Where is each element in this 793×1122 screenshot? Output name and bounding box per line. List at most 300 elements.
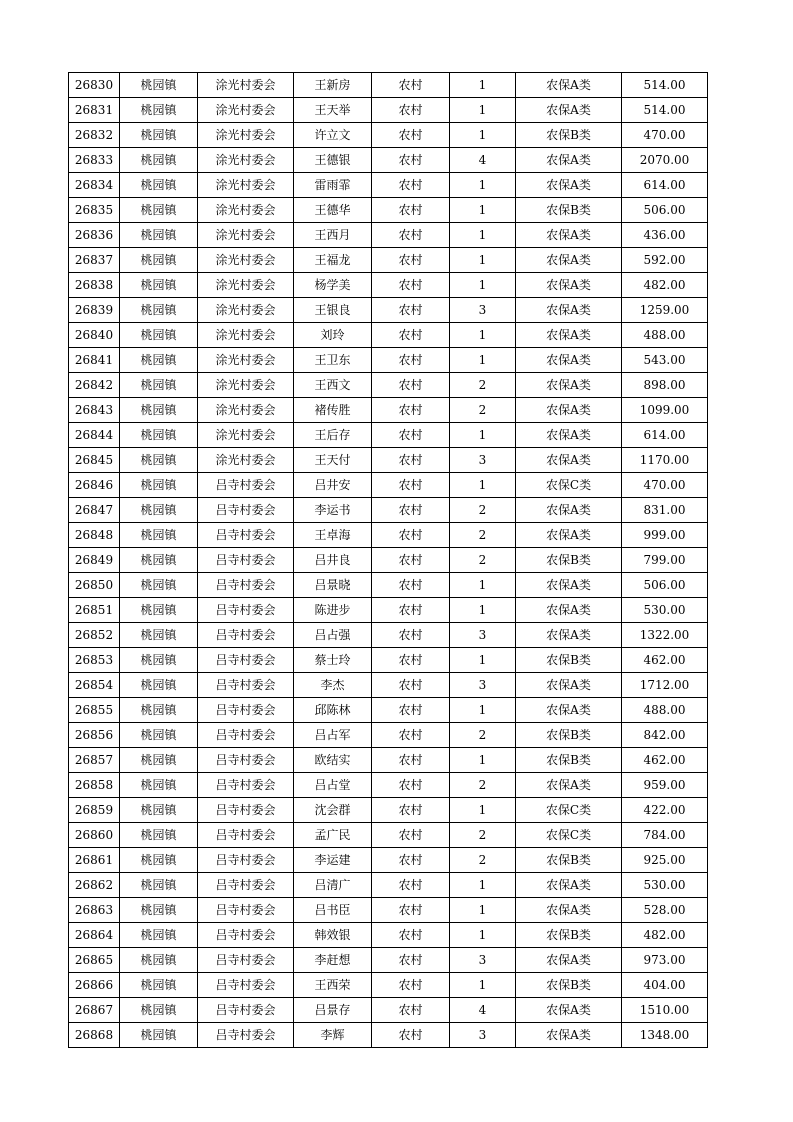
village-committee-cell: 吕寺村委会 <box>198 573 294 598</box>
amount-cell: 973.00 <box>622 948 708 973</box>
town-cell: 桃园镇 <box>120 448 198 473</box>
table-row <box>69 548 708 573</box>
household-count-cell: 2 <box>450 773 516 798</box>
village-committee-cell: 涂光村委会 <box>198 148 294 173</box>
household-count-cell: 1 <box>450 123 516 148</box>
household-count-cell: 2 <box>450 523 516 548</box>
household-count-cell: 1 <box>450 98 516 123</box>
area-type-cell: 农村 <box>372 648 450 673</box>
household-count-cell: 1 <box>450 73 516 98</box>
village-committee-cell: 涂光村委会 <box>198 273 294 298</box>
row-id-cell: 26866 <box>69 973 120 998</box>
area-type-cell: 农村 <box>372 923 450 948</box>
insurance-category-cell: 农保B类 <box>516 648 622 673</box>
name-cell: 王德华 <box>294 198 372 223</box>
village-committee-cell: 涂光村委会 <box>198 173 294 198</box>
household-count-cell: 1 <box>450 698 516 723</box>
row-id-cell: 26862 <box>69 873 120 898</box>
row-id-cell: 26834 <box>69 173 120 198</box>
table-row <box>69 773 708 798</box>
insurance-category-cell: 农保A类 <box>516 223 622 248</box>
village-committee-cell: 涂光村委会 <box>198 123 294 148</box>
household-count-cell: 2 <box>450 398 516 423</box>
town-cell: 桃园镇 <box>120 573 198 598</box>
row-id-cell: 26838 <box>69 273 120 298</box>
household-count-cell: 1 <box>450 798 516 823</box>
table-row <box>69 348 708 373</box>
amount-cell: 999.00 <box>622 523 708 548</box>
town-cell: 桃园镇 <box>120 598 198 623</box>
table-row <box>69 173 708 198</box>
area-type-cell: 农村 <box>372 73 450 98</box>
area-type-cell: 农村 <box>372 673 450 698</box>
amount-cell: 784.00 <box>622 823 708 848</box>
row-id-cell: 26850 <box>69 573 120 598</box>
household-count-cell: 1 <box>450 173 516 198</box>
amount-cell: 1099.00 <box>622 398 708 423</box>
table-row <box>69 573 708 598</box>
amount-cell: 1348.00 <box>622 1023 708 1048</box>
amount-cell: 614.00 <box>622 173 708 198</box>
household-count-cell: 2 <box>450 848 516 873</box>
name-cell: 陈进步 <box>294 598 372 623</box>
amount-cell: 482.00 <box>622 923 708 948</box>
row-id-cell: 26851 <box>69 598 120 623</box>
household-count-cell: 1 <box>450 323 516 348</box>
area-type-cell: 农村 <box>372 173 450 198</box>
name-cell: 李运书 <box>294 498 372 523</box>
area-type-cell: 农村 <box>372 798 450 823</box>
name-cell: 吕井安 <box>294 473 372 498</box>
town-cell: 桃园镇 <box>120 498 198 523</box>
table-row <box>69 798 708 823</box>
name-cell: 刘玲 <box>294 323 372 348</box>
table-row <box>69 148 708 173</box>
town-cell: 桃园镇 <box>120 523 198 548</box>
household-count-cell: 1 <box>450 273 516 298</box>
village-committee-cell: 吕寺村委会 <box>198 698 294 723</box>
insurance-category-cell: 农保C类 <box>516 798 622 823</box>
table-row <box>69 848 708 873</box>
household-count-cell: 4 <box>450 148 516 173</box>
insurance-category-cell: 农保B类 <box>516 198 622 223</box>
amount-cell: 470.00 <box>622 123 708 148</box>
town-cell: 桃园镇 <box>120 923 198 948</box>
amount-cell: 470.00 <box>622 473 708 498</box>
area-type-cell: 农村 <box>372 448 450 473</box>
name-cell: 邱陈林 <box>294 698 372 723</box>
name-cell: 吕占强 <box>294 623 372 648</box>
amount-cell: 530.00 <box>622 873 708 898</box>
amount-cell: 436.00 <box>622 223 708 248</box>
village-committee-cell: 吕寺村委会 <box>198 473 294 498</box>
row-id-cell: 26860 <box>69 823 120 848</box>
household-count-cell: 3 <box>450 948 516 973</box>
insurance-category-cell: 农保B类 <box>516 548 622 573</box>
village-committee-cell: 涂光村委会 <box>198 98 294 123</box>
row-id-cell: 26830 <box>69 73 120 98</box>
area-type-cell: 农村 <box>372 398 450 423</box>
name-cell: 王西文 <box>294 373 372 398</box>
insurance-category-cell: 农保A类 <box>516 398 622 423</box>
village-committee-cell: 吕寺村委会 <box>198 998 294 1023</box>
village-committee-cell: 涂光村委会 <box>198 398 294 423</box>
amount-cell: 404.00 <box>622 973 708 998</box>
area-type-cell: 农村 <box>372 298 450 323</box>
area-type-cell: 农村 <box>372 323 450 348</box>
town-cell: 桃园镇 <box>120 873 198 898</box>
area-type-cell: 农村 <box>372 1023 450 1048</box>
area-type-cell: 农村 <box>372 498 450 523</box>
household-count-cell: 1 <box>450 598 516 623</box>
table-row <box>69 273 708 298</box>
insurance-category-cell: 农保A类 <box>516 348 622 373</box>
insurance-category-cell: 农保A类 <box>516 323 622 348</box>
table-row <box>69 623 708 648</box>
table-row <box>69 73 708 98</box>
village-committee-cell: 涂光村委会 <box>198 248 294 273</box>
area-type-cell: 农村 <box>372 473 450 498</box>
name-cell: 蔡士玲 <box>294 648 372 673</box>
row-id-cell: 26839 <box>69 298 120 323</box>
town-cell: 桃园镇 <box>120 798 198 823</box>
name-cell: 孟广民 <box>294 823 372 848</box>
town-cell: 桃园镇 <box>120 548 198 573</box>
row-id-cell: 26848 <box>69 523 120 548</box>
amount-cell: 1170.00 <box>622 448 708 473</box>
area-type-cell: 农村 <box>372 598 450 623</box>
name-cell: 王银良 <box>294 298 372 323</box>
village-committee-cell: 涂光村委会 <box>198 298 294 323</box>
amount-cell: 799.00 <box>622 548 708 573</box>
town-cell: 桃园镇 <box>120 898 198 923</box>
table-row <box>69 198 708 223</box>
town-cell: 桃园镇 <box>120 648 198 673</box>
row-id-cell: 26841 <box>69 348 120 373</box>
insurance-category-cell: 农保A类 <box>516 673 622 698</box>
table-row <box>69 298 708 323</box>
insurance-category-cell: 农保A类 <box>516 248 622 273</box>
amount-cell: 462.00 <box>622 748 708 773</box>
amount-cell: 1510.00 <box>622 998 708 1023</box>
name-cell: 雷雨霏 <box>294 173 372 198</box>
table-row <box>69 473 708 498</box>
name-cell: 吕清广 <box>294 873 372 898</box>
row-id-cell: 26855 <box>69 698 120 723</box>
table-row <box>69 998 708 1023</box>
insurance-category-cell: 农保A类 <box>516 448 622 473</box>
insurance-category-cell: 农保A类 <box>516 698 622 723</box>
insurance-category-cell: 农保B类 <box>516 973 622 998</box>
insurance-category-cell: 农保A类 <box>516 498 622 523</box>
household-count-cell: 1 <box>450 873 516 898</box>
town-cell: 桃园镇 <box>120 423 198 448</box>
village-committee-cell: 吕寺村委会 <box>198 748 294 773</box>
village-committee-cell: 吕寺村委会 <box>198 898 294 923</box>
amount-cell: 422.00 <box>622 798 708 823</box>
area-type-cell: 农村 <box>372 948 450 973</box>
village-committee-cell: 吕寺村委会 <box>198 498 294 523</box>
insurance-category-cell: 农保A类 <box>516 998 622 1023</box>
amount-cell: 1712.00 <box>622 673 708 698</box>
name-cell: 王天付 <box>294 448 372 473</box>
name-cell: 吕占军 <box>294 723 372 748</box>
town-cell: 桃园镇 <box>120 248 198 273</box>
amount-cell: 488.00 <box>622 323 708 348</box>
row-id-cell: 26833 <box>69 148 120 173</box>
insurance-category-cell: 农保A类 <box>516 873 622 898</box>
village-committee-cell: 涂光村委会 <box>198 73 294 98</box>
area-type-cell: 农村 <box>372 748 450 773</box>
area-type-cell: 农村 <box>372 623 450 648</box>
name-cell: 王卓海 <box>294 523 372 548</box>
town-cell: 桃园镇 <box>120 348 198 373</box>
insurance-category-cell: 农保A类 <box>516 98 622 123</box>
table-row <box>69 648 708 673</box>
village-committee-cell: 吕寺村委会 <box>198 723 294 748</box>
household-count-cell: 4 <box>450 998 516 1023</box>
row-id-cell: 26853 <box>69 648 120 673</box>
name-cell: 李赶想 <box>294 948 372 973</box>
table-row <box>69 248 708 273</box>
table-row <box>69 923 708 948</box>
name-cell: 欧结实 <box>294 748 372 773</box>
area-type-cell: 农村 <box>372 423 450 448</box>
name-cell: 沈会群 <box>294 798 372 823</box>
village-committee-cell: 吕寺村委会 <box>198 773 294 798</box>
amount-cell: 514.00 <box>622 98 708 123</box>
roster-table <box>68 72 708 1048</box>
table-row <box>69 973 708 998</box>
area-type-cell: 农村 <box>372 573 450 598</box>
row-id-cell: 26843 <box>69 398 120 423</box>
name-cell: 李杰 <box>294 673 372 698</box>
name-cell: 王福龙 <box>294 248 372 273</box>
village-committee-cell: 吕寺村委会 <box>198 598 294 623</box>
name-cell: 吕占堂 <box>294 773 372 798</box>
area-type-cell: 农村 <box>372 223 450 248</box>
area-type-cell: 农村 <box>372 523 450 548</box>
insurance-category-cell: 农保A类 <box>516 273 622 298</box>
name-cell: 李辉 <box>294 1023 372 1048</box>
village-committee-cell: 吕寺村委会 <box>198 798 294 823</box>
area-type-cell: 农村 <box>372 373 450 398</box>
area-type-cell: 农村 <box>372 723 450 748</box>
amount-cell: 959.00 <box>622 773 708 798</box>
town-cell: 桃园镇 <box>120 823 198 848</box>
household-count-cell: 1 <box>450 348 516 373</box>
village-committee-cell: 吕寺村委会 <box>198 973 294 998</box>
town-cell: 桃园镇 <box>120 473 198 498</box>
name-cell: 王西月 <box>294 223 372 248</box>
name-cell: 吕景存 <box>294 998 372 1023</box>
area-type-cell: 农村 <box>372 198 450 223</box>
amount-cell: 482.00 <box>622 273 708 298</box>
table-row <box>69 898 708 923</box>
name-cell: 吕井良 <box>294 548 372 573</box>
row-id-cell: 26861 <box>69 848 120 873</box>
insurance-category-cell: 农保B类 <box>516 923 622 948</box>
row-id-cell: 26832 <box>69 123 120 148</box>
name-cell: 吕景晓 <box>294 573 372 598</box>
amount-cell: 543.00 <box>622 348 708 373</box>
town-cell: 桃园镇 <box>120 623 198 648</box>
household-count-cell: 3 <box>450 448 516 473</box>
name-cell: 王卫东 <box>294 348 372 373</box>
household-count-cell: 2 <box>450 548 516 573</box>
household-count-cell: 3 <box>450 1023 516 1048</box>
household-count-cell: 2 <box>450 373 516 398</box>
name-cell: 韩效银 <box>294 923 372 948</box>
table-row <box>69 873 708 898</box>
household-count-cell: 1 <box>450 923 516 948</box>
row-id-cell: 26854 <box>69 673 120 698</box>
village-committee-cell: 吕寺村委会 <box>198 523 294 548</box>
amount-cell: 831.00 <box>622 498 708 523</box>
amount-cell: 925.00 <box>622 848 708 873</box>
row-id-cell: 26846 <box>69 473 120 498</box>
household-count-cell: 3 <box>450 673 516 698</box>
town-cell: 桃园镇 <box>120 748 198 773</box>
name-cell: 杨学美 <box>294 273 372 298</box>
area-type-cell: 农村 <box>372 248 450 273</box>
town-cell: 桃园镇 <box>120 398 198 423</box>
area-type-cell: 农村 <box>372 123 450 148</box>
town-cell: 桃园镇 <box>120 298 198 323</box>
row-id-cell: 26863 <box>69 898 120 923</box>
row-id-cell: 26847 <box>69 498 120 523</box>
village-committee-cell: 吕寺村委会 <box>198 648 294 673</box>
area-type-cell: 农村 <box>372 273 450 298</box>
table-row <box>69 373 708 398</box>
name-cell: 王西荣 <box>294 973 372 998</box>
table-row <box>69 723 708 748</box>
household-count-cell: 1 <box>450 473 516 498</box>
household-count-cell: 3 <box>450 298 516 323</box>
town-cell: 桃园镇 <box>120 848 198 873</box>
village-committee-cell: 吕寺村委会 <box>198 873 294 898</box>
insurance-category-cell: 农保C类 <box>516 823 622 848</box>
name-cell: 王后存 <box>294 423 372 448</box>
area-type-cell: 农村 <box>372 823 450 848</box>
town-cell: 桃园镇 <box>120 223 198 248</box>
table-row <box>69 748 708 773</box>
amount-cell: 898.00 <box>622 373 708 398</box>
town-cell: 桃园镇 <box>120 173 198 198</box>
village-committee-cell: 吕寺村委会 <box>198 673 294 698</box>
amount-cell: 462.00 <box>622 648 708 673</box>
area-type-cell: 农村 <box>372 148 450 173</box>
table-row <box>69 123 708 148</box>
amount-cell: 528.00 <box>622 898 708 923</box>
insurance-category-cell: 农保C类 <box>516 473 622 498</box>
table-row <box>69 598 708 623</box>
village-committee-cell: 吕寺村委会 <box>198 848 294 873</box>
village-committee-cell: 涂光村委会 <box>198 223 294 248</box>
amount-cell: 488.00 <box>622 698 708 723</box>
household-count-cell: 1 <box>450 648 516 673</box>
table-row <box>69 423 708 448</box>
row-id-cell: 26842 <box>69 373 120 398</box>
amount-cell: 842.00 <box>622 723 708 748</box>
name-cell: 李运建 <box>294 848 372 873</box>
insurance-category-cell: 农保A类 <box>516 423 622 448</box>
insurance-category-cell: 农保A类 <box>516 298 622 323</box>
row-id-cell: 26835 <box>69 198 120 223</box>
row-id-cell: 26837 <box>69 248 120 273</box>
insurance-category-cell: 农保A类 <box>516 773 622 798</box>
insurance-category-cell: 农保A类 <box>516 373 622 398</box>
area-type-cell: 农村 <box>372 873 450 898</box>
table-row <box>69 398 708 423</box>
table-row <box>69 523 708 548</box>
area-type-cell: 农村 <box>372 98 450 123</box>
area-type-cell: 农村 <box>372 548 450 573</box>
insurance-category-cell: 农保A类 <box>516 948 622 973</box>
village-committee-cell: 涂光村委会 <box>198 348 294 373</box>
roster-body <box>69 73 708 1048</box>
village-committee-cell: 吕寺村委会 <box>198 1023 294 1048</box>
row-id-cell: 26845 <box>69 448 120 473</box>
table-row <box>69 448 708 473</box>
table-row <box>69 98 708 123</box>
row-id-cell: 26844 <box>69 423 120 448</box>
town-cell: 桃园镇 <box>120 698 198 723</box>
town-cell: 桃园镇 <box>120 948 198 973</box>
insurance-category-cell: 农保B类 <box>516 748 622 773</box>
insurance-category-cell: 农保A类 <box>516 148 622 173</box>
area-type-cell: 农村 <box>372 698 450 723</box>
name-cell: 王天举 <box>294 98 372 123</box>
amount-cell: 1259.00 <box>622 298 708 323</box>
insurance-category-cell: 农保A类 <box>516 898 622 923</box>
row-id-cell: 26865 <box>69 948 120 973</box>
insurance-category-cell: 农保A类 <box>516 573 622 598</box>
table-row <box>69 698 708 723</box>
amount-cell: 506.00 <box>622 573 708 598</box>
area-type-cell: 农村 <box>372 848 450 873</box>
insurance-category-cell: 农保A类 <box>516 598 622 623</box>
row-id-cell: 26867 <box>69 998 120 1023</box>
amount-cell: 506.00 <box>622 198 708 223</box>
village-committee-cell: 涂光村委会 <box>198 323 294 348</box>
household-count-cell: 2 <box>450 723 516 748</box>
table-row <box>69 498 708 523</box>
household-count-cell: 1 <box>450 973 516 998</box>
town-cell: 桃园镇 <box>120 73 198 98</box>
amount-cell: 1322.00 <box>622 623 708 648</box>
household-count-cell: 3 <box>450 623 516 648</box>
row-id-cell: 26836 <box>69 223 120 248</box>
row-id-cell: 26856 <box>69 723 120 748</box>
village-committee-cell: 吕寺村委会 <box>198 923 294 948</box>
household-count-cell: 1 <box>450 423 516 448</box>
amount-cell: 514.00 <box>622 73 708 98</box>
amount-cell: 592.00 <box>622 248 708 273</box>
town-cell: 桃园镇 <box>120 98 198 123</box>
insurance-category-cell: 农保A类 <box>516 623 622 648</box>
table-row <box>69 1023 708 1048</box>
household-count-cell: 2 <box>450 498 516 523</box>
insurance-category-cell: 农保A类 <box>516 173 622 198</box>
town-cell: 桃园镇 <box>120 773 198 798</box>
town-cell: 桃园镇 <box>120 723 198 748</box>
table-row <box>69 948 708 973</box>
village-committee-cell: 吕寺村委会 <box>198 623 294 648</box>
town-cell: 桃园镇 <box>120 998 198 1023</box>
row-id-cell: 26840 <box>69 323 120 348</box>
town-cell: 桃园镇 <box>120 1023 198 1048</box>
